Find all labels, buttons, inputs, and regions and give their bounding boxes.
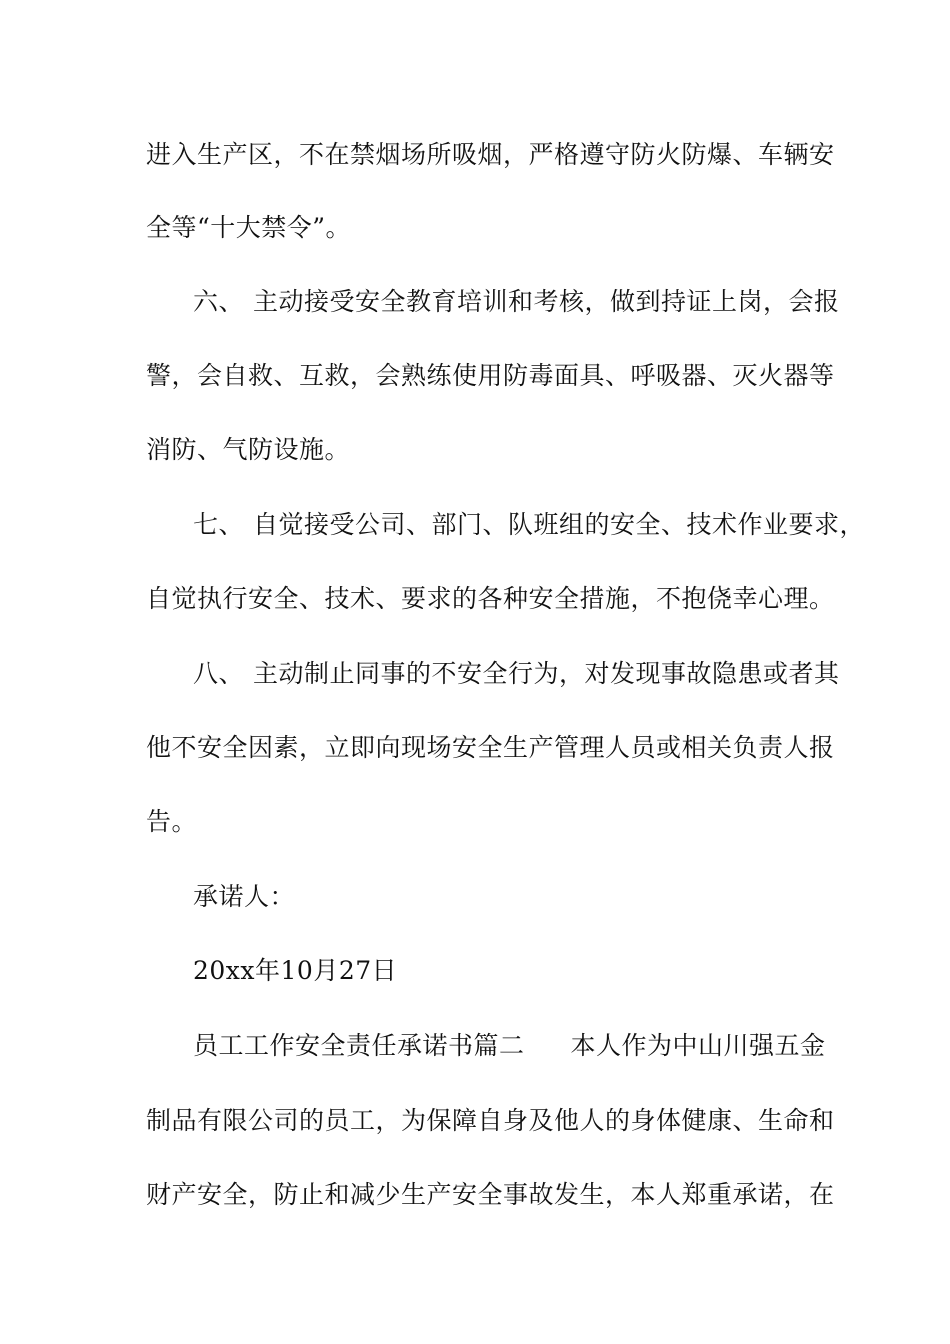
paragraph-6-line-1 [193, 286, 840, 318]
section-two-line-1 [193, 1030, 826, 1062]
item-number-six: 六、 [193, 287, 245, 316]
paragraph-8-text: 主动制止同事的不安全行为，对发现事故隐患或者其 [253, 659, 840, 688]
section-two-intro: 本人作为中山川强五金 [570, 1031, 826, 1060]
paragraph-6-text: 主动接受安全教育培训和考核，做到持证上岗，会报 [253, 287, 840, 316]
paragraph-5-line-2: 进入生产区，不在禁烟场所吸烟，严格遵守防火防爆、车辆安 [146, 140, 835, 169]
paragraph-8-line-3: 告。 [146, 807, 198, 836]
date-line: 20xx年10月27日 [193, 956, 398, 985]
paragraph-7-line-2: 自觉执行安全、技术、要求的各种安全措施，不抱侥幸心理。 [146, 584, 835, 613]
paragraph-7-text: 自觉接受公司、部门、队班组的安全、技术作业要求， [253, 510, 866, 539]
section-two-title: 员工工作安全责任承诺书篇二 [193, 1031, 525, 1060]
paragraph-8-line-2: 他不安全因素，立即向现场安全生产管理人员或相关负责人报 [146, 733, 835, 762]
item-number-seven: 七、 [193, 510, 245, 539]
section-two-line-3: 财产安全，防止和减少生产安全事故发生，本人郑重承诺，在 [146, 1180, 835, 1209]
paragraph-8-line-1 [193, 658, 840, 690]
paragraph-5-line-3: 全等“十大禁令”。 [146, 213, 352, 242]
section-two-line-2: 制品有限公司的员工，为保障自身及他人的身体健康、生命和 [146, 1106, 835, 1135]
paragraph-6-line-3: 消防、气防设施。 [146, 435, 351, 464]
item-number-eight: 八、 [193, 659, 245, 688]
paragraph-6-line-2: 警，会自救、互救，会熟练使用防毒面具、呼吸器、灭火器等 [146, 361, 835, 390]
signatory-label: 承诺人： [193, 882, 296, 911]
paragraph-7-line-1 [193, 509, 865, 541]
